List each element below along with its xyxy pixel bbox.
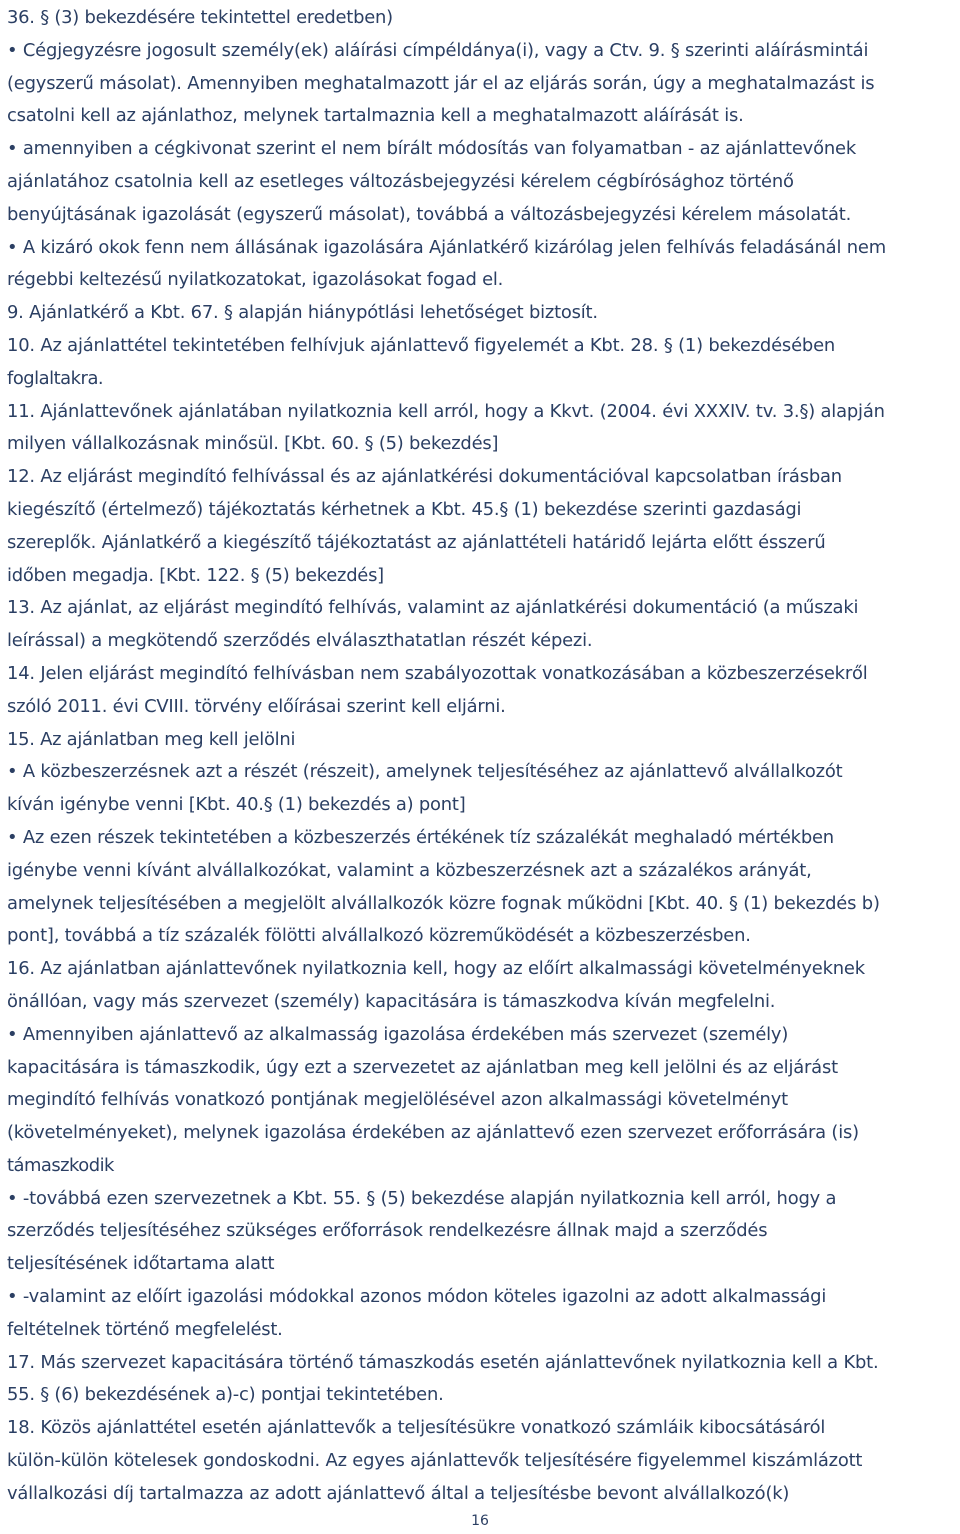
text-line: szereplők. Ajánlatkérő a kiegészítő tájékoztatást az ajánlattételi határidő lejárta előtt ésszerű	[7, 531, 826, 553]
text-line: • Amennyiben ajánlattevő az alkalmasság igazolása érdekében más szervezet (személy)	[7, 1023, 789, 1045]
text-line: 10. Az ajánlattétel tekintetében felhívjuk ajánlattevő figyelemét a Kbt. 28. § (1) bekezdésében	[7, 334, 836, 356]
text-line: szóló 2011. évi CVIII. törvény előírásai szerint kell eljárni.	[7, 695, 506, 717]
text-line: 11. Ajánlattevőnek ajánlatában nyilatkoznia kell arról, hogy a Kkvt. (2004. évi XXXIV. tv. 3.§) alapján	[7, 400, 885, 422]
text-line: vállalkozási díj tartalmazza az adott ajánlattevő által a teljesítésbe bevont alvállalkozó(k)	[7, 1482, 790, 1504]
text-line: 36. § (3) bekezdésére tekintettel eredetben)	[7, 7, 393, 28]
text-line: teljesítésének időtartama alatt	[7, 1253, 275, 1275]
text-line: időben megadja. [Kbt. 122. § (5) bekezdés]	[7, 564, 384, 586]
text-line: foglaltakra.	[7, 367, 104, 389]
text-line: megindító felhívás vonatkozó pontjának megjelölésével azon alkalmassági követelményt	[7, 1089, 788, 1111]
text-line: (egyszerű másolat). Amennyiben meghatalmazott jár el az eljárás során, úgy a meghatalmazást is	[7, 72, 875, 94]
text-line: 55. § (6) bekezdésének a)-c) pontjai tekintetében.	[7, 1384, 444, 1406]
text-line: 16. Az ajánlatban ajánlattevőnek nyilatkoznia kell, hogy az előírt alkalmassági követelményeknek	[7, 958, 865, 980]
text-line: • -továbbá ezen szervezetnek a Kbt. 55. § (5) bekezdése alapján nyilatkoznia kell arról, hogy a	[7, 1187, 837, 1209]
text-line: 12. Az eljárást megindító felhívással és az ajánlatkérési dokumentációval kapcsolatban írásban	[7, 466, 842, 488]
text-line: igénybe venni kívánt alvállalkozókat, valamint a közbeszerzésnek azt a százalékos arányát,	[7, 859, 812, 881]
text-line: • Az ezen részek tekintetében a közbeszerzés értékének tíz százalékát meghaladó mértékben	[7, 826, 834, 848]
text-line: benyújtásának igazolását (egyszerű másolat), továbbá a változásbejegyzési kérelem másolatát.	[7, 203, 852, 225]
text-line: kíván igénybe venni [Kbt. 40.§ (1) bekezdés a) pont]	[7, 794, 466, 816]
text-line: • A kizáró okok fenn nem állásának igazolására Ajánlatkérő kizárólag jelen felhívás feladásánál nem	[7, 236, 886, 258]
text-line: kiegészítő (értelmező) tájékoztatás kérhetnek a Kbt. 45.§ (1) bekezdése szerinti gazdasági	[7, 498, 802, 520]
text-line: önállóan, vagy más szervezet (személy) kapacitására is támaszkodva kíván megfelelni.	[7, 990, 776, 1012]
text-line: ajánlatához csatolnia kell az esetleges változásbejegyzési kérelem cégbírósághoz történő	[7, 170, 794, 192]
text-line: • -valamint az előírt igazolási módokkal azonos módon köteles igazolni az adott alkalmassági	[7, 1286, 827, 1308]
text-line: kapacitására is támaszkodik, úgy ezt a szervezetet az ajánlatban meg kell jelölni és az eljárást	[7, 1056, 838, 1078]
text-line: 18. Közös ajánlattétel esetén ajánlattevők a teljesítésükre vonatkozó számláik kibocsátásáról	[7, 1417, 826, 1439]
text-line: pont], továbbá a tíz százalék fölötti alvállalkozó közreműködését a közbeszerzésben.	[7, 925, 751, 947]
text-line: • amennyiben a cégkivonat szerint el nem bírált módosítás van folyamatban - az ajánlattevőnek	[7, 138, 856, 160]
text-line: szerződés teljesítéséhez szükséges erőforrások rendelkezésre állnak majd a szerződés	[7, 1220, 768, 1242]
text-line: csatolni kell az ajánlathoz, melynek tartalmaznia kell a meghatalmazott aláírását is.	[7, 105, 744, 127]
text-line: feltételnek történő megfelelést.	[7, 1318, 283, 1340]
text-line: leírással) a megkötendő szerződés elválaszthatatlan részét képezi.	[7, 630, 593, 652]
text-line: amelynek teljesítésében a megjelölt alvállalkozók közre fognak működni [Kbt. 40. § (1) bekezdés b)	[7, 892, 880, 914]
text-line: (követelményeket), melynek igazolása érdekében az ajánlattevő ezen szervezet erőforrására (is)	[7, 1122, 859, 1144]
page-number: 16	[471, 1513, 489, 1529]
document-body	[7, 2, 957, 1511]
text-line: milyen vállalkozásnak minősül. [Kbt. 60. § (5) bekezdés]	[7, 433, 499, 455]
text-line: 9. Ajánlatkérő a Kbt. 67. § alapján hiánypótlási lehetőséget biztosít.	[7, 302, 598, 324]
text-line: régebbi keltezésű nyilatkozatokat, igazolásokat fogad el.	[7, 269, 504, 291]
text-line: 14. Jelen eljárást megindító felhívásban nem szabályozottak vonatkozásában a közbeszerzésekről	[7, 662, 868, 684]
text-line: • A közbeszerzésnek azt a részét (részeit), amelynek teljesítéséhez az ajánlattevő alvállalkozót	[7, 761, 843, 783]
text-line: 15. Az ajánlatban meg kell jelölni	[7, 728, 296, 750]
text-line: támaszkodik	[7, 1154, 114, 1176]
text-line: • Cégjegyzésre jogosult személy(ek) aláírási címpéldánya(i), vagy a Ctv. 9. § szerinti aláírásmintái	[7, 39, 869, 61]
text-line: 13. Az ajánlat, az eljárást megindító felhívás, valamint az ajánlatkérési dokumentáció (a műszaki	[7, 597, 859, 619]
text-line: külön-külön kötelesek gondoskodni. Az egyes ajánlattevők teljesítésére figyelemmel kiszámlázott	[7, 1450, 863, 1472]
text-line: 17. Más szervezet kapacitására történő támaszkodás esetén ajánlattevőnek nyilatkoznia kell a Kbt.	[7, 1351, 879, 1373]
